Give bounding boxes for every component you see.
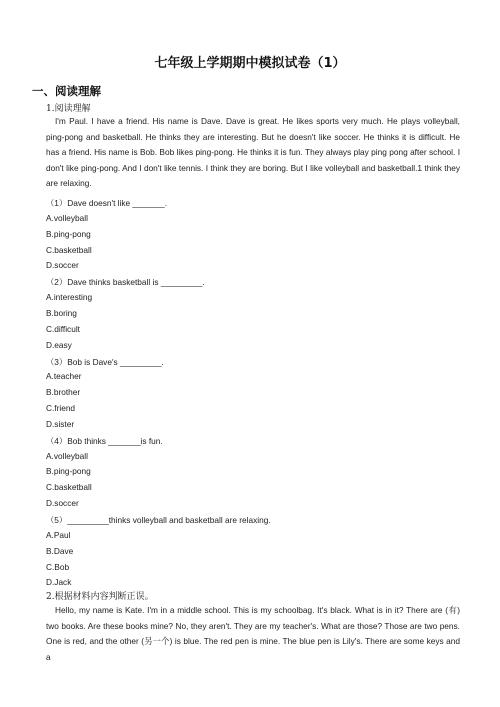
- answer-option: A.Paul: [46, 529, 71, 540]
- answer-option: B.ping-pong: [46, 466, 91, 477]
- page-title: 七年级上学期期中模拟试卷（1）: [154, 56, 346, 71]
- question-stem: （2）Dave thinks basketball is _________.: [46, 277, 205, 288]
- question-stem: （4）Bob thinks _______is fun.: [46, 435, 163, 446]
- answer-option: C.basketball: [46, 482, 92, 493]
- answer-option: A.volleyball: [46, 212, 88, 223]
- answer-option: C.basketball: [46, 244, 92, 255]
- answer-option: D.soccer: [46, 498, 79, 509]
- question-stem: （1）Dave doesn't like _______.: [46, 198, 168, 208]
- answer-option: C.friend: [46, 403, 76, 414]
- answer-option: A.volleyball: [46, 450, 88, 461]
- answer-option: B.ping-pong: [46, 228, 91, 239]
- answer-option: D.easy: [46, 339, 72, 350]
- answer-option: A.teacher: [46, 371, 82, 382]
- answer-option: B.boring: [46, 307, 77, 318]
- answer-option: D.sister: [46, 418, 75, 429]
- question-2-label: 2.根据材料内容判断正误。: [46, 592, 154, 602]
- answer-option: B.brother: [46, 387, 81, 398]
- answer-option: D.Jack: [46, 577, 72, 588]
- answer-option: B.Dave: [46, 545, 74, 556]
- answer-option: C.Bob: [46, 561, 70, 572]
- section-heading: 一、阅读理解: [32, 84, 101, 98]
- question-stem: （3）Bob is Dave's _________.: [46, 356, 164, 367]
- answer-option: D.soccer: [46, 260, 79, 271]
- answer-option: A.interesting: [46, 292, 93, 303]
- question-stem: （5）_________thinks volleyball and basketball are relaxing.: [46, 515, 271, 525]
- reading-passage-2: Hello, my name is Kate. I'm in a middle school. This is my schoolbag. It's black. What is in it? There are (有) two books. Are these books mine? No, they aren't. They are my teacher's. What are those? Those are two pens. One is red, and the other (另一个) is blue. The red pen is mine. The blue pen is Lily's. There are some keys and a: [46, 605, 460, 662]
- answer-option: C.difficult: [46, 323, 80, 334]
- reading-passage-1: I'm Paul. I have a friend. His name is Dave. Dave is great. He likes sports very much. He plays volleyball, ping-pong and basketball. He thinks they are interesting. But he doesn't like soccer. He thinks it is difficult. He has a friend. His name is Bob. Bob likes ping-pong. He thinks it is fun. They always play ping pong after school. I don't like ping-pong. And I don't like tennis. I think they are boring. But I like volleyball and basketball.1 think they are relaxing.: [46, 116, 460, 189]
- question-1-label: 1.阅读理解: [46, 104, 91, 114]
